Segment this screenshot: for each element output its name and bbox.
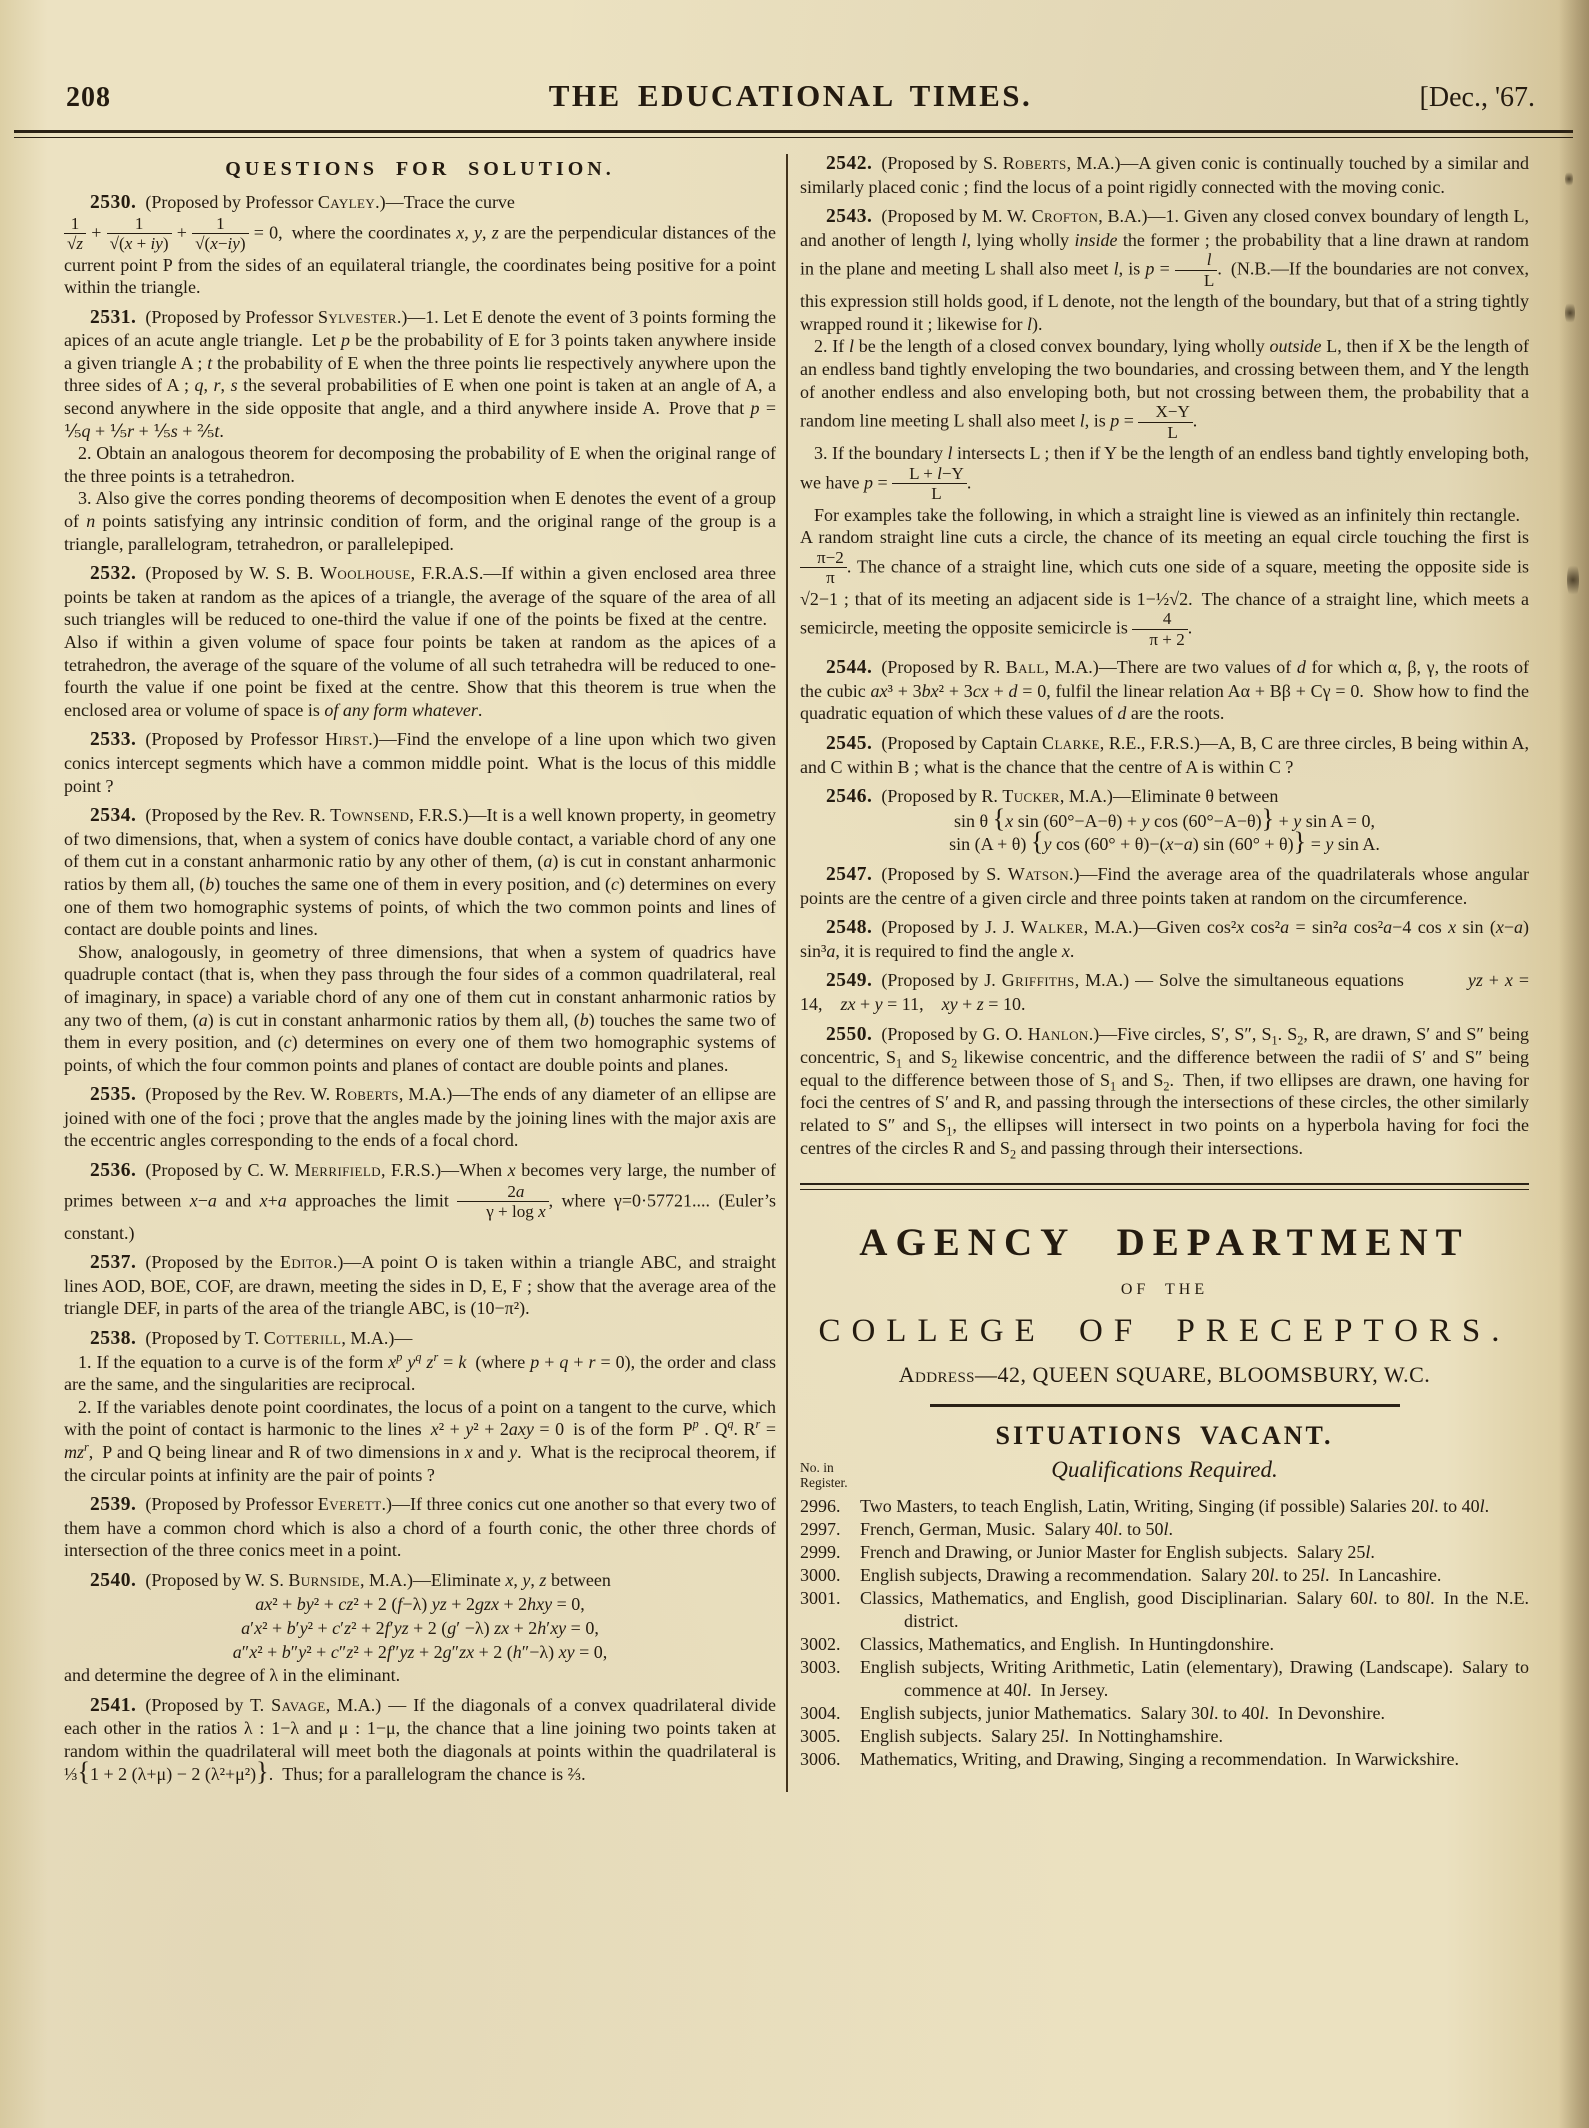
- question-2531: [64, 306, 776, 556]
- two-column-body: [0, 138, 1589, 1792]
- question-paragraph: and determine the degree of λ in the eliminant.: [64, 1665, 401, 1686]
- vacancy-description: English subjects, Drawing a recommendation. Salary 20l. to 25l. In Lancashire.: [860, 1565, 1442, 1586]
- question-paragraph: 2541. (Proposed by T. Savage, M.A.) — If the diagonals of a convex quadrilateral divide each other in the ratios λ : 1−λ and μ : 1−μ, the chance that a line joining two points taken at random within the quadrilateral will meet both the diagonals at points within the quadrilateral is ⅓{1 + 2 (λ+μ) − 2 (λ²+μ²)}. Thus; for a parallelogram the chance is ⅔.: [64, 1694, 776, 1786]
- journal-title: THE EDUCATIONAL TIMES.: [548, 78, 1033, 113]
- vacancy-description: Two Masters, to teach English, Latin, Writing, Singing (if possible) Salaries 20l. to 40l.: [860, 1496, 1490, 1517]
- question-paragraph: 2548. (Proposed by J. J. Walker, M.A.)—Given cos²x cos²a = sin²a cos²a−4 cos x sin (x−a) sin³a, it is required to find the angle x.: [800, 917, 1530, 961]
- vacancy-number: 3003.: [800, 1657, 841, 1678]
- question-2540: [64, 1569, 776, 1687]
- vacancy-description: English subjects, Writing Arithmetic, Latin (elementary), Drawing (Landscape). Salary to commence at 40l. In Jersey.: [860, 1657, 1529, 1701]
- question-2545: [800, 732, 1529, 778]
- vacancy-number: 3000.: [800, 1565, 841, 1586]
- vacancy-number: 2997.: [800, 1519, 841, 1540]
- question-paragraph: 2537. (Proposed by the Editor.)—A point O is taken within a triangle ABC, and straight lines AOD, BOE, COF, are drawn, meeting the sides in D, E, F ; show that the average area of the triangle DEF, in parts of the area of the triangle ABC, is (10−π²).: [64, 1252, 777, 1319]
- question-2544: [800, 656, 1529, 725]
- question-paragraph: 2546. (Proposed by R. Tucker, M.A.)—Eliminate θ between: [826, 786, 1279, 808]
- question-paragraph: 2543. (Proposed by M. W. Crofton, B.A.)—1. Given any closed convex boundary of length L, and another of length l, lying wholly inside the former ; the probability that a line drawn at random in the plane and meeting L shall also meet l, is p = $\frac{l}{L}$ . (N.B.—If the boundaries are not convex, this expression still holds good, if L denote, not the length of the boundary, but that of a string tightly wrapped round it ; likewise for l).: [800, 206, 1529, 334]
- situations-heading: SITUATIONS VACANT.: [995, 1421, 1334, 1451]
- question-paragraph: 2. Obtain an analogous theorem for decomposing the probability of E when the original range of the three points is a tetrahedron.: [64, 443, 776, 486]
- question-paragraph: Show, analogously, in geometry of three dimensions, that when a system of quadrics have quadruple contact (that is, when they pass through the four sides of a common quadrilateral, real of imaginary, in space) a variable chord of any one of them cut in constant anharmonic ratios by any two of them, (a) is cut in constant anharmonic ratios by them all, (b) touches the same two of them in every position, and (c) determines on every one of them two homographic systems of points, of which the four common points and planes of contact are double points and planes.: [64, 941, 777, 1075]
- vacancy-description: French, German, Music. Salary 40l. to 50l.: [860, 1519, 1173, 1540]
- vacancy-number: 3001.: [800, 1588, 841, 1609]
- question-2541: [64, 1694, 776, 1785]
- scan-artifact: [1567, 560, 1579, 600]
- question-2546: [800, 785, 1529, 856]
- question-paragraph: 2542. (Proposed by S. Roberts, M.A.)—A given conic is continually touched by a similar and similarly placed conic ; find the locus of a point rigidly connected with the moving conic.: [800, 153, 1529, 197]
- question-paragraph: $\frac{1}{√z}$ + $\frac{1}{√(x + iy)}$ + $\frac{1}{√(x-iy)}$ = 0, where the coordinates x, y, z are the perpendicular distances of the current point P from the sides of an equilateral triangle, the coordinates being positive for a point within the triangle.: [64, 213, 776, 298]
- vacancy-list: [800, 1495, 1529, 1771]
- question-2549: [800, 969, 1529, 1015]
- questions-list-right: [800, 152, 1530, 1162]
- agency-college-name: COLLEGE OF PRECEPTORS.: [818, 1313, 1511, 1350]
- page-header: [0, 0, 1589, 114]
- agency-section-rule: [800, 1183, 1529, 1190]
- question-2530: [64, 191, 776, 299]
- qualifications-column-label: Qualifications Required.: [1051, 1457, 1278, 1483]
- question-paragraph: 2. If the variables denote point coordinates, the locus of a point on a tangent to the curve, which with the point of contact is harmonic to the lines x² + y² + 2axy = 0 is of the form $P^p$ . $Q^q$. $R^r = mz^r$, P and Q being linear and R of two dimensions in x and y. What is the reciprocal theorem, if the circular points at infinity are the pair of points ?: [64, 1396, 776, 1485]
- question-paragraph: 2544. (Proposed by R. Ball, M.A.)—There are two values of d for which α, β, γ, the roots of the cubic ax³ + 3bx² + 3cx + d = 0, fulfil the linear relation Aα + Bβ + Cγ = 0. Show how to find the quadratic equation of which these values of d are the roots.: [800, 657, 1529, 724]
- issue-date: [Dec., '67.: [1419, 82, 1535, 113]
- agency-title: AGENCY DEPARTMENT: [859, 1221, 1470, 1265]
- question-paragraph: sin θ {x sin (60°−A−θ) + y cos (60°−A−θ)} + y sin A = 0,: [954, 803, 1375, 833]
- question-paragraph: a″x² + b″y² + c″z² + 2f″yz + 2g″zx + 2 (h″−λ) xy = 0,: [232, 1641, 608, 1662]
- agency-department-block: [800, 1220, 1529, 1407]
- vacancy-number: 3006.: [800, 1749, 841, 1770]
- question-paragraph: a′x² + b′y² + c′z² + 2f′yz + 2 (g′ −λ) zx + 2h′xy = 0,: [241, 1618, 599, 1639]
- vacancy-item-2999: [800, 1541, 1529, 1564]
- vacancy-item-3000: [800, 1564, 1529, 1587]
- question-paragraph: 2533. (Proposed by Professor Hirst.)—Find the envelope of a line upon which two given conics intercept segments which have a common middle point. What is the locus of this middle point ?: [64, 729, 776, 796]
- question-paragraph: 2530. (Proposed by Professor Cayley.)—Trace the curve: [90, 192, 515, 213]
- question-paragraph: 2540. (Proposed by W. S. Burnside, M.A.)—Eliminate x, y, z between: [90, 1569, 611, 1591]
- question-paragraph: For examples take the following, in which a straight line is viewed as an infinitely thin rectangle. A random straight line cuts a circle, the chance of its meeting an equal circle touching the first is $\frac{\pi-2}{\pi}$ . The chance of a straight line, which cuts one side of a square, meeting the opposite side is √2−1 ; that of its meeting an adjacent side is 1−½√2. The chance of a straight line, which meets a semicircle, meeting the opposite semicircle is $\frac{4}{\pi + 2}$ .: [800, 504, 1529, 649]
- questions-list-left: [64, 191, 776, 1785]
- vacancy-item-3002: [800, 1633, 1529, 1656]
- vacancy-item-2996: [800, 1495, 1529, 1518]
- vacancy-number: 2999.: [800, 1542, 841, 1563]
- vacancy-description: Classics, Mathematics, and English, good Disciplinarian. Salary 60l. to 80l. In the N.E. district.: [860, 1588, 1529, 1632]
- question-2533: [64, 728, 776, 797]
- question-2547: [800, 863, 1529, 909]
- question-paragraph: 2547. (Proposed by S. Watson.)—Find the average area of the quadrilaterals whose angular points are the centre of a given circle and three points taken at random on the circumference.: [800, 864, 1529, 908]
- question-paragraph: 2536. (Proposed by C. W. Merrifield, F.R.S.)—When x becomes very large, the number of primes between x−a and x+a approaches the limit $\frac{2a}{\text{γ + log x}}$ , where γ=0·57721.... (Euler’s constant.): [64, 1160, 777, 1243]
- section-heading: QUESTIONS FOR SOLUTION.: [225, 158, 615, 180]
- question-paragraph: 2538. (Proposed by T. Cotterill, M.A.)—: [90, 1327, 413, 1349]
- vacancy-item-3006: [800, 1748, 1529, 1771]
- question-2548: [800, 916, 1529, 962]
- question-2537: [64, 1251, 776, 1320]
- question-paragraph: 2. If l be the length of a closed convex boundary, lying wholly outside L, then if X be the length of an endless band tightly enveloping the two boundaries, and crossing between them, and Y the length of another endless and also enveloping both, but not crossing between them, the probability that a random line meeting L shall also meet l, is p = $\frac{X-Y}{L}$ .: [800, 336, 1529, 442]
- question-paragraph: 1. If the equation to a curve is of the form $x^p$ $y^q$ $z^r = k$ (where p + q + r = 0), the order and class are the same, and the singularities are reciprocal.: [64, 1349, 777, 1395]
- question-paragraph: 2550. (Proposed by G. O. Hanlon.)—Five circles, S′, S″, $S_1$. $S_2$, R, are drawn, S′ and S″ being concentric, $S_1$ and $S_2$ likewise concentric, and the difference between the radii of S′ and S″ being equal to the difference between those of $S_1$ and $S_2$. Then, if two ellipses are drawn, one having for foci the centres of S′ and R, and passing through the intersections of these circles, the other similarly related to S″ and $S_1$, the ellipses will intersect in two points on a hyperbola having for foci the centres of the circles R and $S_2$ and passing through their intersections.: [800, 1023, 1530, 1162]
- question-2532: [64, 562, 776, 721]
- vacancy-description: French and Drawing, or Junior Master for English subjects. Salary 25l.: [860, 1542, 1375, 1563]
- question-2538: [64, 1327, 776, 1486]
- question-paragraph: 3. Also give the corres ponding theorems of decomposition when E denotes the event of a group of n points satisfying any intrinsic condition of form, and the original range of the group is a triangle, parallelogram, tetrahedron, or parallelepiped.: [64, 488, 777, 554]
- left-column: [64, 152, 776, 1792]
- question-2539: [64, 1493, 776, 1562]
- question-2535: [64, 1083, 776, 1152]
- question-paragraph: 2531. (Proposed by Professor Sylvester.)—1. Let E denote the event of 3 points forming the apices of an acute angle triangle. Let p be the probability of E for 3 points taken anywhere inside a given triangle A ; t the probability of E when the three points lie respectively anywhere upon the three sides of A ; q, r, s the several probabilities of E when one point is taken at an angle of A, a second anywhere in the side opposite that angle, and a third anywhere inside A. Prove that p = ⅕q + ⅕r + ⅕s + ⅖t.: [64, 306, 777, 441]
- header-rule: [14, 130, 1573, 138]
- question-2550: [800, 1023, 1529, 1160]
- question-2542: [800, 152, 1529, 198]
- vacancy-item-3004: [800, 1702, 1529, 1725]
- agency-address: Address—42, QUEEN SQUARE, BLOOMSBURY, W.C.: [898, 1362, 1431, 1388]
- vacancy-number: 3005.: [800, 1726, 841, 1747]
- question-paragraph: 2532. (Proposed by W. S. B. Woolhouse, F.R.A.S.—If within a given enclosed area three points be taken at random as the apices of a triangle, the average of the square of the area of all such triangles will be reduced to one-third the value if one of the points be fixed at the centre. Also if within a given volume of space four points be taken at random as the apices of a tetrahedron, the average of the square of the volume of all such tetrahedra will be reduced to one-fourth the value if one point be fixed at the centre. Show that this theorem is true when the enclosed area or volume of space is of any form whatever.: [64, 563, 776, 720]
- vacancy-item-2997: [800, 1518, 1529, 1541]
- vacancy-item-3001: [800, 1587, 1529, 1633]
- vacancy-item-3003: [800, 1656, 1529, 1702]
- address-divider-rule: [930, 1404, 1400, 1407]
- page-number: 208: [66, 82, 111, 113]
- question-paragraph: 2545. (Proposed by Captain Clarke, R.E., F.R.S.)—A, B, C are three circles, B being within A, and C within B ; what is the chance that the centre of A is within C ?: [800, 733, 1529, 777]
- scan-artifact: [1565, 300, 1575, 326]
- vacancy-description: Classics, Mathematics, and English. In Huntingdonshire.: [860, 1634, 1274, 1655]
- vacancy-number: 2996.: [800, 1496, 841, 1517]
- column-divider-rule: [786, 154, 788, 1792]
- question-paragraph: 2534. (Proposed by the Rev. R. Townsend, F.R.S.)—It is a well known property, in geometry of two dimensions, that, when a system of conics have double contact, a variable chord of any one of them cut in a constant anharmonic ratio by any other of them, (a) is cut in constant anharmonic ratios by them all, (b) touches the same one of them in every position, and (c) determines on every one of them two homographic systems of points, of which the two common points and lines of contact are double points and lines.: [64, 805, 776, 940]
- vacancy-description: English subjects. Salary 25l. In Nottinghamshire.: [860, 1726, 1223, 1747]
- situations-vacant-block: [800, 1421, 1529, 1771]
- question-2534: [64, 804, 776, 1076]
- register-column-label: No. in Register.: [800, 1460, 848, 1490]
- agency-of-the: OF THE: [1120, 1281, 1209, 1299]
- situations-subhead: [800, 1457, 1529, 1491]
- question-paragraph: 2539. (Proposed by Professor Everett.)—If three conics cut one another so that every two of them have a common chord which is also a chord of a fourth conic, the other three chords of intersection of the three conics meet in a point.: [64, 1494, 776, 1561]
- vacancy-number: 3004.: [800, 1703, 841, 1724]
- vacancy-description: English subjects, junior Mathematics. Salary 30l. to 40l. In Devonshire.: [860, 1703, 1385, 1724]
- question-2536: [64, 1159, 776, 1244]
- question-paragraph: ax² + by² + cz² + 2 (f−λ) yz + 2gzx + 2hxy = 0,: [255, 1594, 585, 1615]
- question-2543: [800, 205, 1529, 649]
- right-column: [800, 152, 1529, 1771]
- vacancy-number: 3002.: [800, 1634, 841, 1655]
- vacancy-item-3005: [800, 1725, 1529, 1748]
- vacancy-description: Mathematics, Writing, and Drawing, Singing a recommendation. In Warwickshire.: [860, 1749, 1460, 1770]
- question-paragraph: 2535. (Proposed by the Rev. W. Roberts, M.A.)—The ends of any diameter of an ellipse are joined with one of the foci ; prove that the angles made by the joining lines with the major axis are the eccentric angles corresponding to the ends of a focal chord.: [64, 1084, 776, 1151]
- question-paragraph: 3. If the boundary l intersects L ; then if Y be the length of an endless band tightly enveloping both, we have p = $\frac{L + l-Y}{L}$ .: [800, 443, 1529, 504]
- question-paragraph: 2549. (Proposed by J. Griffiths, M.A.) — Solve the simultaneous equations yz + x = 14, zx + y = 11, xy + z = 10.: [800, 970, 1530, 1014]
- scan-artifact: [1565, 170, 1573, 188]
- question-paragraph: sin (A + θ) {y cos (60° + θ)−(x−a) sin (60° + θ)} = y sin A.: [949, 827, 1380, 857]
